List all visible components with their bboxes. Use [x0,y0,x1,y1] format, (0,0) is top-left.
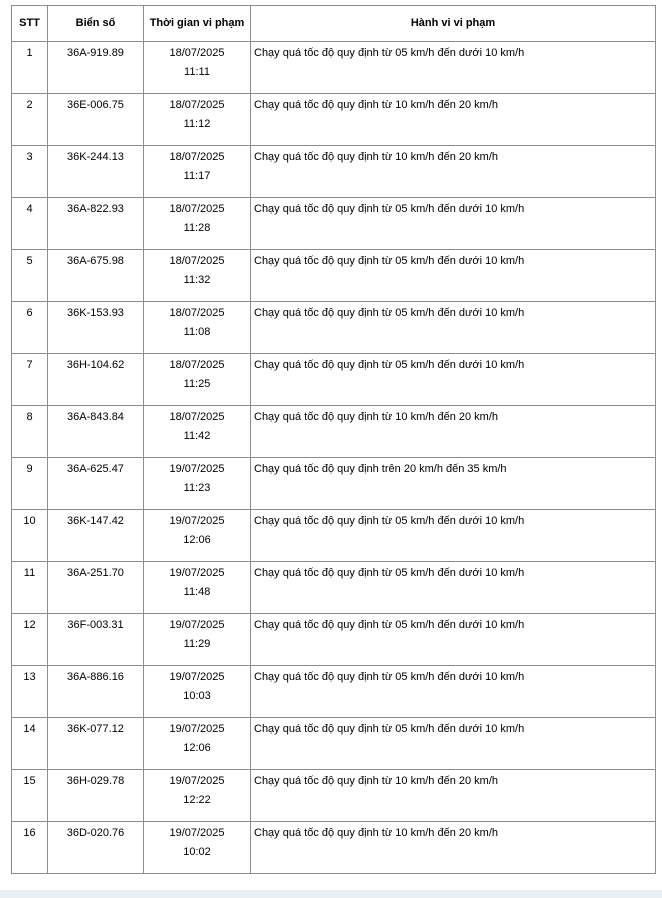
violation-date: 19/07/2025 [169,827,225,839]
plate-value: 36K-153.93 [67,307,124,319]
table-row [12,458,656,510]
cell-violation [251,718,656,770]
cell-time [144,770,251,822]
violation-text: Chạy quá tốc độ quy định từ 05 km/h đến dưới 10 km/h [254,203,525,215]
cell-stt [12,770,48,822]
cell-violation [251,406,656,458]
table-row [12,510,656,562]
cell-time [144,302,251,354]
plate-value: 36K-147.42 [67,515,124,527]
violation-table [11,5,656,874]
cell-stt [12,250,48,302]
cell-violation [251,302,656,354]
violation-text: Chạy quá tốc độ quy định từ 05 km/h đến dưới 10 km/h [254,515,525,527]
cell-time [144,822,251,874]
plate-value: 36A-822.93 [67,203,124,215]
table-row [12,42,656,94]
cell-plate [48,562,144,614]
cell-time [144,510,251,562]
violation-time: 11:32 [183,274,211,286]
table-row [12,354,656,406]
time-wrap [144,822,250,862]
cell-time [144,94,251,146]
time-wrap [144,302,250,342]
violation-time: 12:06 [183,534,211,546]
stt-value: 14 [23,723,36,735]
plate-value: 36A-886.16 [67,671,124,683]
violation-time: 11:11 [184,66,210,78]
time-wrap [144,198,250,238]
violation-time: 11:12 [183,118,211,130]
table-row [12,94,656,146]
cell-violation [251,770,656,822]
cell-stt [12,406,48,458]
cell-time [144,614,251,666]
plate-value: 36D-020.76 [66,827,125,839]
cell-time [144,146,251,198]
cell-stt [12,146,48,198]
cell-violation [251,614,656,666]
cell-time [144,562,251,614]
cell-plate [48,94,144,146]
violation-text: Chạy quá tốc độ quy định từ 05 km/h đến dưới 10 km/h [254,619,525,631]
violation-time: 11:48 [183,586,211,598]
table-row [12,666,656,718]
cell-time [144,42,251,94]
time-wrap [144,614,250,654]
violation-date: 18/07/2025 [169,307,225,319]
violation-text: Chạy quá tốc độ quy định từ 10 km/h đến 20 km/h [254,827,499,839]
cell-violation [251,94,656,146]
time-wrap [144,718,250,758]
cell-plate [48,302,144,354]
stt-value: 9 [26,463,33,475]
violation-time: 12:06 [183,742,211,754]
cell-violation [251,198,656,250]
cell-stt [12,510,48,562]
cell-violation [251,562,656,614]
violation-date: 18/07/2025 [169,203,225,215]
stt-value: 3 [26,151,33,163]
stt-value: 7 [26,359,33,371]
table-row [12,302,656,354]
violation-text: Chạy quá tốc độ quy định từ 10 km/h đến 20 km/h [254,151,499,163]
violation-time: 11:29 [183,638,211,650]
violation-date: 18/07/2025 [169,47,225,59]
violation-text: Chạy quá tốc độ quy định từ 10 km/h đến 20 km/h [254,775,499,787]
cell-plate [48,354,144,406]
violation-date: 19/07/2025 [169,775,225,787]
stt-value: 16 [23,827,36,839]
violation-date: 19/07/2025 [169,463,225,475]
cell-time [144,354,251,406]
violation-date: 18/07/2025 [169,359,225,371]
violation-text: Chạy quá tốc độ quy định từ 05 km/h đến dưới 10 km/h [254,567,525,579]
cell-plate [48,718,144,770]
plate-value: 36A-843.84 [67,411,124,423]
cell-plate [48,406,144,458]
cell-stt [12,562,48,614]
table-row [12,198,656,250]
time-wrap [144,42,250,82]
cell-plate [48,250,144,302]
header-violation: Hành vi vi phạm [251,6,656,42]
violation-text: Chạy quá tốc độ quy định từ 05 km/h đến dưới 10 km/h [254,307,525,319]
violation-time: 10:02 [183,846,211,858]
cell-time [144,718,251,770]
plate-value: 36K-244.13 [67,151,124,163]
stt-value: 1 [26,47,33,59]
violation-text: Chạy quá tốc độ quy định từ 05 km/h đến dưới 10 km/h [254,723,525,735]
violation-date: 19/07/2025 [169,723,225,735]
cell-plate [48,614,144,666]
plate-value: 36E-006.75 [67,99,124,111]
violation-date: 18/07/2025 [169,411,225,423]
cell-stt [12,198,48,250]
table-row [12,146,656,198]
cell-plate [48,458,144,510]
plate-value: 36A-675.98 [67,255,124,267]
stt-value: 2 [26,99,33,111]
violation-date: 19/07/2025 [169,671,225,683]
violation-time: 10:03 [183,690,211,702]
stt-value: 10 [23,515,36,527]
cell-time [144,406,251,458]
cell-stt [12,42,48,94]
time-wrap [144,458,250,498]
violation-text: Chạy quá tốc độ quy định trên 20 km/h đến 35 km/h [254,463,507,475]
plate-value: 36A-251.70 [67,567,124,579]
cell-stt [12,822,48,874]
header-time: Thời gian vi phạm [144,6,251,42]
cell-violation [251,666,656,718]
cell-plate [48,510,144,562]
violation-text: Chạy quá tốc độ quy định từ 05 km/h đến dưới 10 km/h [254,255,525,267]
time-wrap [144,406,250,446]
plate-value: 36K-077.12 [67,723,124,735]
violation-date: 19/07/2025 [169,567,225,579]
time-wrap [144,770,250,810]
table-row [12,406,656,458]
table-row [12,250,656,302]
violation-time: 11:25 [183,378,211,390]
header-plate: Biển số [48,6,144,42]
time-wrap [144,562,250,602]
cell-stt [12,458,48,510]
cell-time [144,458,251,510]
cell-plate [48,198,144,250]
stt-value: 4 [26,203,33,215]
cell-plate [48,146,144,198]
violation-date: 19/07/2025 [169,515,225,527]
cell-violation [251,354,656,406]
time-wrap [144,94,250,134]
plate-value: 36H-104.62 [66,359,125,371]
violation-text: Chạy quá tốc độ quy định từ 05 km/h đến dưới 10 km/h [254,359,525,371]
cell-stt [12,302,48,354]
cell-violation [251,250,656,302]
violation-table-container [11,5,655,874]
time-wrap [144,354,250,394]
cell-stt [12,354,48,406]
stt-value: 15 [23,775,36,787]
cell-stt [12,718,48,770]
cell-violation [251,510,656,562]
cell-violation [251,458,656,510]
violation-text: Chạy quá tốc độ quy định từ 05 km/h đến dưới 10 km/h [254,671,525,683]
header-stt: STT [12,6,48,42]
plate-value: 36A-919.89 [67,47,124,59]
violation-time: 12:22 [183,794,211,806]
cell-violation [251,42,656,94]
table-row [12,562,656,614]
table-header-row [12,6,656,42]
cell-plate [48,822,144,874]
cell-time [144,666,251,718]
table-row [12,822,656,874]
cell-violation [251,146,656,198]
cell-stt [12,94,48,146]
cell-violation [251,822,656,874]
violation-time: 11:17 [183,170,211,182]
cell-plate [48,42,144,94]
plate-value: 36F-003.31 [67,619,124,631]
violation-time: 11:08 [183,326,211,338]
time-wrap [144,510,250,550]
time-wrap [144,666,250,706]
violation-date: 18/07/2025 [169,99,225,111]
violation-date: 18/07/2025 [169,151,225,163]
stt-value: 13 [23,671,36,683]
violation-text: Chạy quá tốc độ quy định từ 10 km/h đến 20 km/h [254,411,499,423]
table-row [12,718,656,770]
violation-text: Chạy quá tốc độ quy định từ 10 km/h đến 20 km/h [254,99,499,111]
stt-value: 6 [26,307,33,319]
stt-value: 12 [23,619,36,631]
table-row [12,770,656,822]
table-row [12,614,656,666]
time-wrap [144,250,250,290]
violation-text: Chạy quá tốc độ quy định từ 05 km/h đến dưới 10 km/h [254,47,525,59]
cell-stt [12,666,48,718]
stt-value: 11 [23,567,36,579]
bottom-strip [0,890,662,898]
plate-value: 36H-029.78 [66,775,125,787]
cell-plate [48,770,144,822]
violation-date: 18/07/2025 [169,255,225,267]
cell-stt [12,614,48,666]
time-wrap [144,146,250,186]
stt-value: 5 [26,255,33,267]
plate-value: 36A-625.47 [67,463,124,475]
cell-plate [48,666,144,718]
violation-time: 11:42 [183,430,211,442]
violation-time: 11:23 [183,482,211,494]
cell-time [144,198,251,250]
table-body [12,42,656,874]
cell-time [144,250,251,302]
stt-value: 8 [26,411,33,423]
violation-date: 19/07/2025 [169,619,225,631]
violation-time: 11:28 [183,222,211,234]
